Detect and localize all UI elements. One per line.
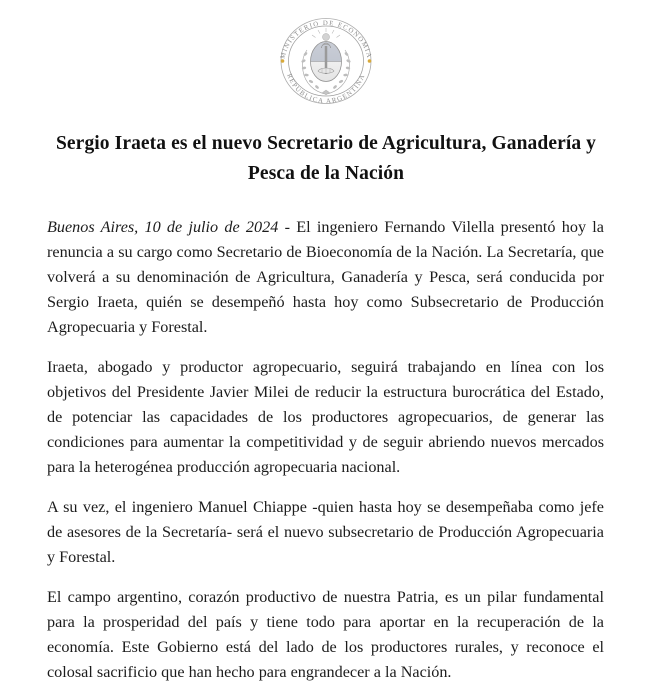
dateline: Buenos Aires, 10 de julio de 2024 [47,218,279,236]
paragraph-4: El campo argentino, corazón productivo de nuestra Patria, es un pilar fundamental para la prosperidad del país y tiene todo para aportar en la recuperación de la economía. Este Gobierno está del lado de los productores rurales, y reconoce el colosal sacrificio que han hecho para engrandecer a la Nación. [47,588,604,681]
paragraph-2: Iraeta, abogado y productor agropecuario, seguirá trabajando en línea con los objetivos del Presidente Javier Milei de reducir la estructura burocrática del Estado, de potenciar las capacidades de los productores agropecuarios, de generar las condiciones para aumentar la competitividad y de seguir abriendo nuevos mercados para la heterogénea producción agropecuaria nacional. [47,358,604,476]
ministry-seal-icon [272,15,380,107]
paragraph-1 [47,215,604,340]
document-body [47,215,604,685]
paragraph-1-text: - El ingeniero Fernando Vilella presentó hoy la renuncia a su cargo como Secretario de Bioeconomía de la Nación. La Secretaría, que volverá a su denominación de Agricultura, Ganadería y Pesca, será conducida por Sergio Iraeta, quién se desempeñó hasta hoy como Subsecretario de Producción Agropecuaria y Forestal. [47,218,604,336]
paragraph-3: A su vez, el ingeniero Manuel Chiappe -quien hasta hoy se desempeñaba como jefe de asesores de la Secretaría- será el nuevo subsecretario de Producción Agropecuaria y Forestal. [47,498,604,566]
letterhead [0,0,652,107]
page-title: Sergio Iraeta es el nuevo Secretario de Agricultura, Ganadería y Pesca de la Nación [55,133,597,184]
svg-text:REPUBLICA ARGENTINA: REPUBLICA ARGENTINA [285,72,367,106]
svg-text:MINISTERIO DE ECONOMIA: MINISTERIO DE ECONOMIA [279,19,373,60]
